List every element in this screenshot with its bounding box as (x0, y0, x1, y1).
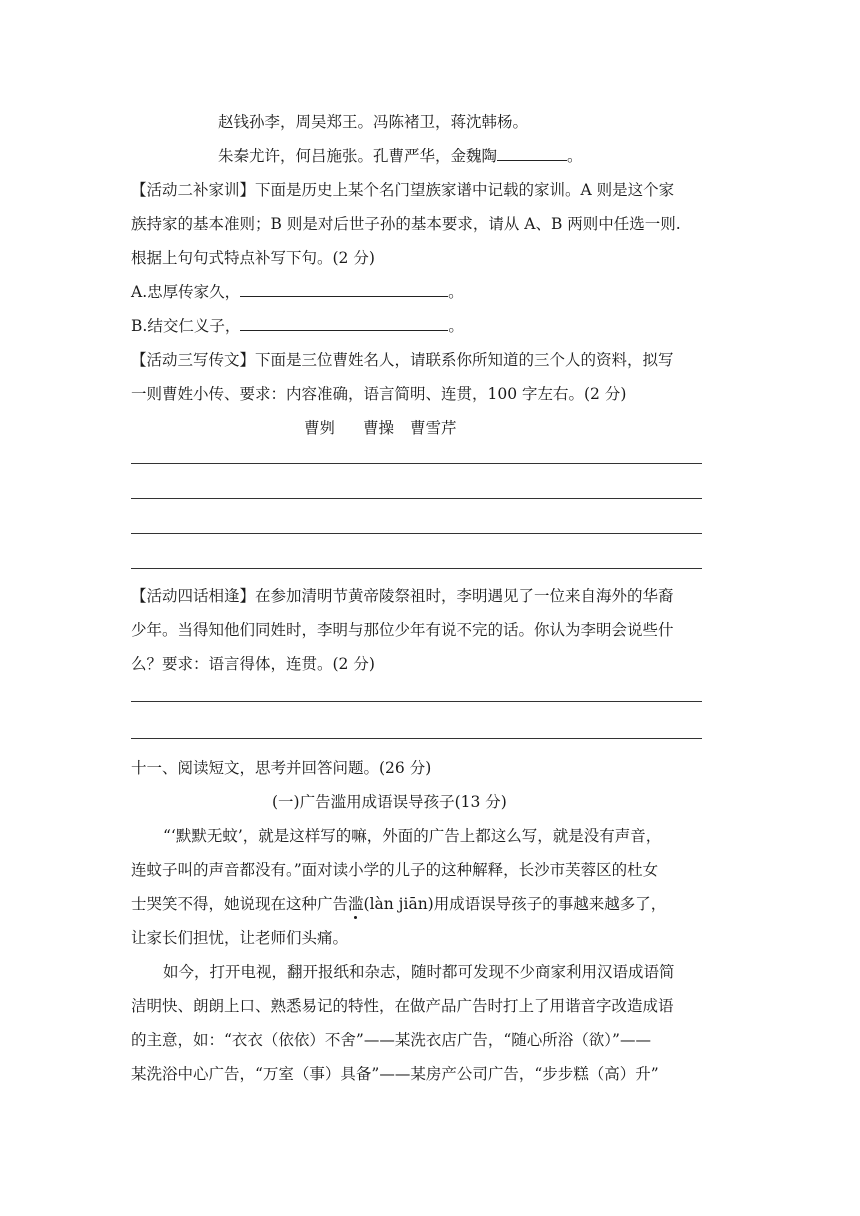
answer-line-3-1[interactable] (131, 463, 702, 464)
section-11-heading: 十一、阅读短文，思考并回答问题。(26 分) (131, 759, 432, 777)
p2-line-4: 某洗浴中心广告，“万室（事）具备”——某房产公司广告，“步步糕（高）升” (131, 1065, 659, 1083)
option-b-end: 。 (448, 317, 464, 335)
p1-line-3-b: (làn jiān)用成语误导孩子的事越来越多了， (363, 895, 667, 913)
answer-line-4-1[interactable] (131, 701, 702, 702)
name-cao-cao: 曹操 (363, 419, 395, 437)
option-a-end: 。 (448, 283, 464, 301)
answer-blank-b[interactable] (240, 316, 448, 331)
p1-line-4: 让家长们担忧，让老师们头痛。 (131, 929, 349, 947)
poem-line-2-text: 朱秦尤许，何吕施张。孔曹严华，金魏陶 (218, 147, 498, 165)
activity2-option-a (131, 282, 731, 302)
p2-line-2: 洁明快、朗朗上口、熟悉易记的特性，在做产品广告时打上了用谐音字改造成语 (131, 997, 674, 1015)
activity3-names (304, 418, 860, 438)
activity4-line-1: 【活动四话相逢】在参加清明节黄帝陵祭祖时，李明遇见了一位来自海外的华裔 (131, 587, 674, 605)
p1-line-1: “‘默默无蚊’，就是这样写的嘛，外面的广告上都这么写，就是没有声音， (163, 827, 662, 845)
passage-title: (一)广告滥用成语误导孩子(13 分) (272, 793, 507, 811)
p2-line-1: 如今，打开电视，翻开报纸和杂志，随时都可发现不少商家利用汉语成语简 (163, 963, 675, 981)
activity2-line-3: 根据上句句式特点补写下句。(2 分) (131, 249, 375, 267)
activity4-line-2: 少年。当得知他们同姓时，李明与那位少年有说不完的话。你认为李明会说些什 (131, 621, 674, 639)
option-b-label: B.结交仁义子， (131, 317, 241, 335)
answer-line-4-2[interactable] (131, 738, 702, 739)
p1-line-3 (131, 894, 731, 914)
activity2-line-1: 【活动二补家训】下面是历史上某个名门望族家谱中记载的家训。A 则是这个家 (131, 181, 675, 199)
activity2-line-2: 族持家的基本准则；B 则是对后世子孙的基本要求，请从 A、B 两则中任选一则. (131, 215, 681, 233)
answer-line-3-4[interactable] (131, 568, 702, 569)
answer-blank-poem[interactable] (497, 146, 567, 161)
dotted-char: 滥 (348, 895, 364, 913)
activity3-line-1: 【活动三写传文】下面是三位曹姓名人，请联系你所知道的三个人的资料，拟写 (131, 351, 674, 369)
activity3-line-2: 一则曹姓小传、要求：内容准确，语言简明、连贯，100 字左右。(2 分) (131, 385, 627, 403)
name-cao-gui: 曹刿 (304, 419, 336, 437)
answer-line-3-3[interactable] (131, 533, 702, 534)
answer-line-3-2[interactable] (131, 498, 702, 499)
poem-line-1: 赵钱孙李，周吴郑王。冯陈褚卫，蒋沈韩杨。 (218, 113, 529, 131)
p1-line-2: 连蚊子叫的声音都没有。”面对读小学的儿子的这种解释，长沙市芙蓉区的杜女 (131, 861, 659, 879)
poem-line-2-end: 。 (567, 147, 583, 165)
poem-line-2 (218, 146, 818, 166)
name-cao-xueqin: 曹雪芹 (410, 419, 457, 437)
option-a-label: A.忠厚传家久， (131, 283, 241, 301)
answer-blank-a[interactable] (240, 282, 448, 297)
p1-line-3-a: 士哭笑不得，她说现在这种广告 (131, 895, 349, 913)
p2-line-3: 的主意，如：“衣衣（依依）不舍”——某洗衣店广告，“随心所浴（欲）”—— (131, 1031, 651, 1049)
activity4-line-3: 么？要求：语言得体，连贯。(2 分) (131, 655, 375, 673)
activity2-option-b (131, 316, 731, 336)
